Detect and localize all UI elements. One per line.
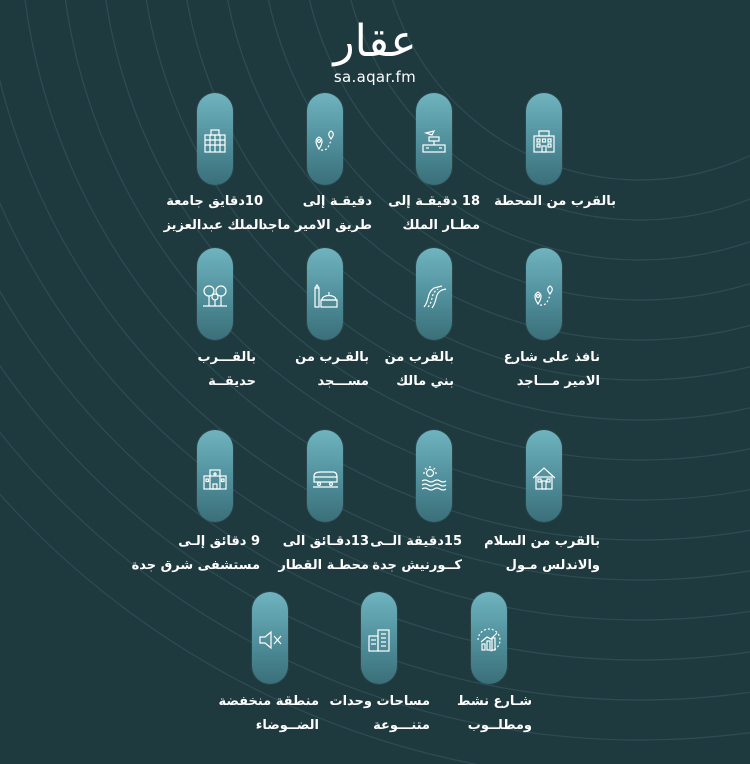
route-pin-icon — [530, 282, 558, 310]
feature-8-label: بالقرب من السلام والاندلس مـول — [484, 534, 600, 573]
beach-sun-icon — [420, 464, 448, 492]
feature-10-pill — [307, 430, 343, 522]
feature-7-label: بالقـــرب حديقــة — [197, 350, 256, 389]
train-icon — [311, 464, 339, 492]
feature-10-label: 13دقـائق الى محطـة القطار — [278, 534, 369, 573]
speaker-mute-icon — [256, 626, 284, 654]
hospital-icon — [201, 464, 229, 492]
feature-11-pill — [197, 430, 233, 522]
airport-icon — [420, 127, 448, 155]
feature-13-pill — [361, 592, 397, 684]
feature-7-pill — [197, 248, 233, 340]
feature-0-pill — [526, 93, 562, 185]
brand-name: عقار — [333, 16, 417, 67]
house-icon — [530, 464, 558, 492]
route-pin-icon — [311, 127, 339, 155]
road-icon — [420, 282, 448, 310]
feature-13-label: مساحات وحدات متنـــوعة — [329, 694, 430, 733]
feature-2-pill — [307, 93, 343, 185]
feature-0-label: بالقرب من المحطة — [494, 194, 616, 209]
feature-11-label: 9 دقائق إلـى مستشفى شرق جدة — [131, 534, 260, 573]
feature-5-label: بالقرب من بني مالك — [384, 350, 454, 389]
brand-logo — [310, 18, 440, 86]
feature-4-pill — [526, 248, 562, 340]
feature-2-label: دقيقـة إلى طريق الامير ماجد — [260, 194, 372, 233]
feature-1-pill — [416, 93, 452, 185]
feature-12-pill — [471, 592, 507, 684]
feature-8-pill — [526, 430, 562, 522]
feature-4-label: نافذ على شارع الامير مـــاجد — [503, 350, 600, 389]
feature-3-label: 10دقايق جامعة الملك عبدالعزيز — [163, 194, 263, 233]
buildings-icon — [365, 626, 393, 654]
university-building-icon — [201, 127, 229, 155]
feature-9-pill — [416, 430, 452, 522]
park-trees-icon — [201, 282, 229, 310]
feature-6-pill — [307, 248, 343, 340]
feature-1-label: 18 دقيقـة إلى مطـار الملك — [388, 194, 480, 233]
feature-12-label: شـارع نشط ومطلــوب — [456, 694, 532, 733]
feature-3-pill — [197, 93, 233, 185]
feature-5-pill — [416, 248, 452, 340]
feature-9-label: 15دقيقة الــى كــورنيش جدة — [370, 534, 462, 573]
feature-6-label: بالقـرب من مســـجد — [295, 350, 369, 389]
feature-14-pill — [252, 592, 288, 684]
growth-chart-icon — [475, 626, 503, 654]
brand-url: sa.aqar.fm — [333, 68, 417, 86]
feature-14-label: منطقة منخفضة الضــوضاء — [218, 694, 319, 733]
station-building-icon — [530, 127, 558, 155]
mosque-icon — [311, 282, 339, 310]
